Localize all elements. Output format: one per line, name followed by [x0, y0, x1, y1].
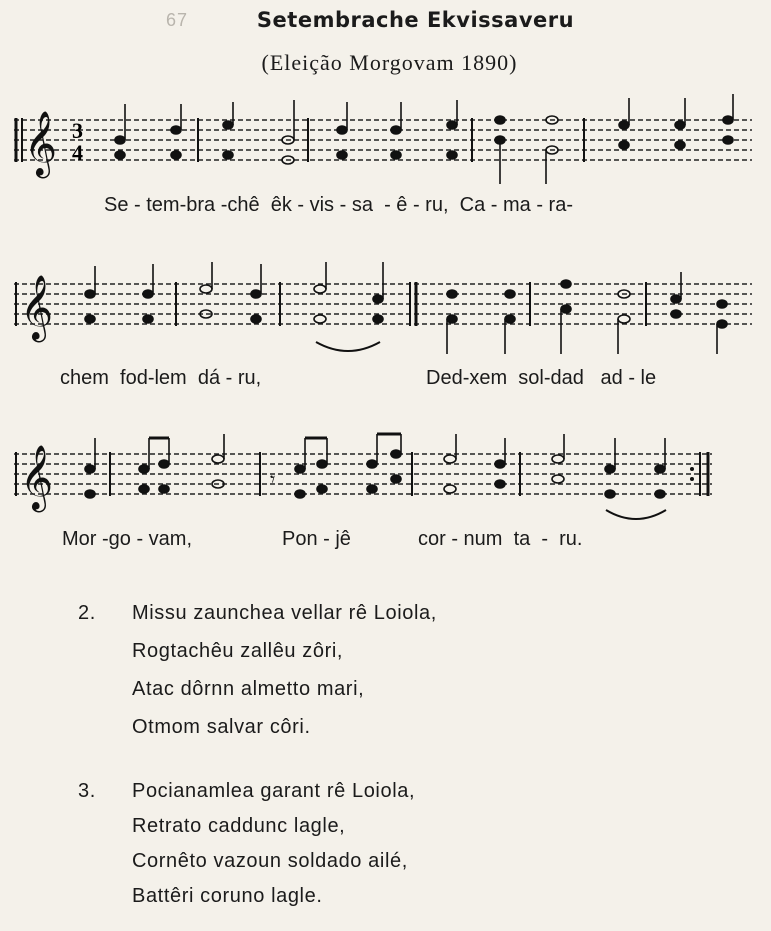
staff-line-2	[0, 256, 771, 356]
lyric-line-3b: Pon - jê	[282, 528, 351, 550]
verse-line: Battêri coruno lagle.	[132, 885, 323, 907]
verse-line: Pocianamlea garant rê Loiola,	[132, 780, 416, 802]
time-signature-top: 3	[72, 118, 83, 143]
treble-clef-icon: 𝄞	[20, 275, 54, 340]
verse-line: Rogtachêu zallêu zôri,	[132, 640, 344, 662]
verse-line: Missu zaunchea vellar rê Loiola,	[132, 602, 437, 624]
lyric-line-2a: chem fod-lem dá - ru,	[60, 367, 262, 389]
lyric-line-2b: Ded-xem sol-dad ad - le	[426, 367, 657, 389]
lyric-line-1: Se - tem-bra -chê êk - vis - sa - ê - ru, Ca - ma - ra-	[104, 194, 573, 216]
lyric-line-3a: Mor -go - vam,	[62, 528, 193, 550]
time-signature-bottom: 4	[72, 140, 83, 165]
treble-clef-icon: 𝄞	[24, 111, 58, 176]
verse-line: Otmom salvar côri.	[132, 716, 311, 738]
page-number: 67	[166, 10, 189, 30]
verse-line: Atac dôrnn almetto mari,	[132, 678, 365, 700]
treble-clef-icon: 𝄞	[20, 445, 54, 510]
verse-line: Cornêto vazoun soldado ailé,	[132, 850, 408, 872]
verse-line: Retrato caddunc lagle,	[132, 815, 346, 837]
notes	[115, 94, 733, 184]
song-subtitle: (Eleição Morgovam 1890)	[261, 50, 518, 75]
rest-symbol: 𝄾	[270, 467, 276, 491]
verse-number: 2.	[78, 602, 96, 624]
song-title: Setembrache Ekvissaveru	[256, 8, 575, 32]
verse-number: 3.	[78, 780, 96, 802]
lyric-line-3c: cor - num ta - ru.	[418, 528, 583, 550]
staff-line-1	[0, 96, 771, 186]
staff-line-3	[0, 424, 771, 524]
